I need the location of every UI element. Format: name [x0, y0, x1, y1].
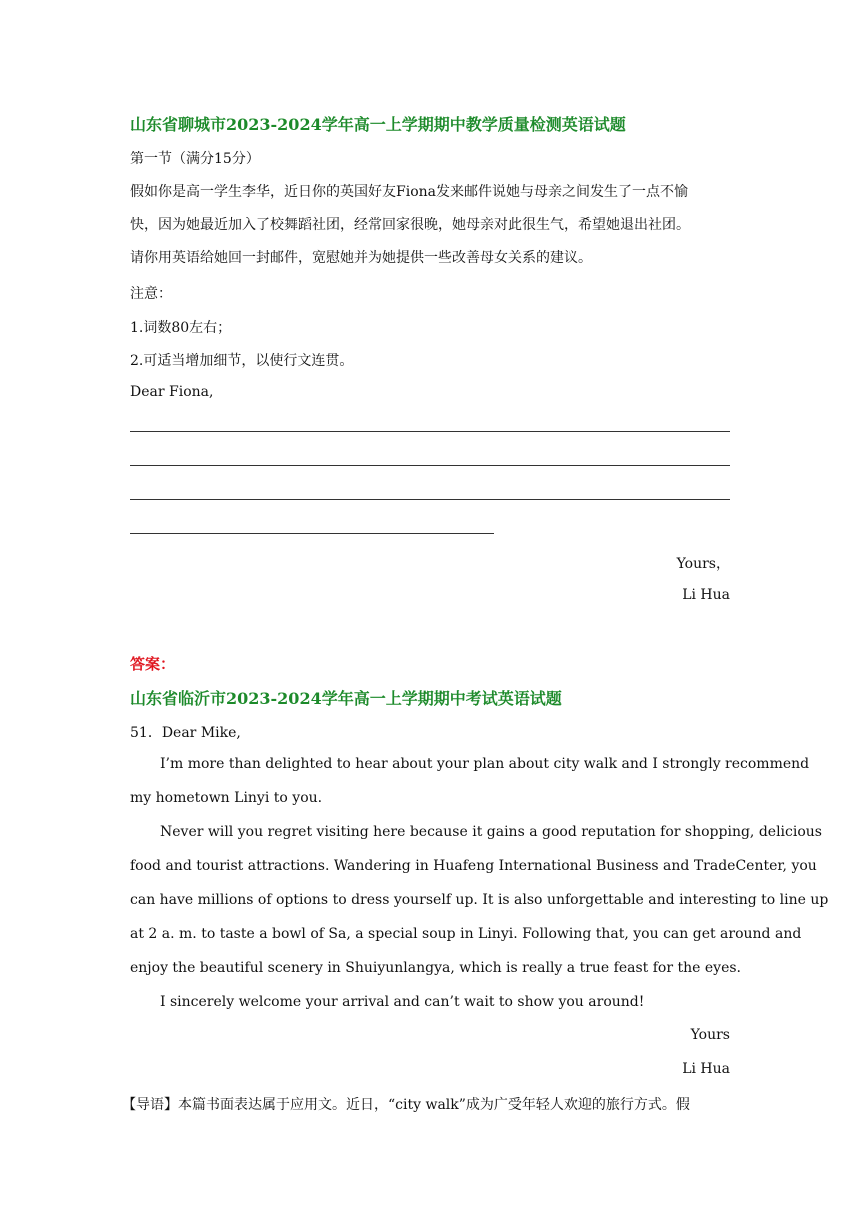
- answer-line: can have millions of options to dress yourself up. It is also unforgettable and interesting to line up: [130, 892, 829, 908]
- section1-subtitle: 第一节（满分15分）: [130, 151, 260, 167]
- section1-title: 山东省聊城市2023-2024学年高一上学期期中教学质量检测英语试题: [130, 115, 626, 134]
- answer-line: Never will you regret visiting here because it gains a good reputation for shopping, delicious: [160, 824, 822, 840]
- answer-line: at 2 a. m. to taste a bowl of Sa, a special soup in Linyi. Following that, you can get around and: [130, 926, 802, 942]
- answer-line: enjoy the beautiful scenery in Shuiyunlangya, which is really a true feast for the eyes.: [130, 960, 741, 976]
- guide-text: 【导语】本篇书面表达属于应用文。近日，“city walk”成为广受年轻人欢迎的旅行方式。假: [122, 1097, 690, 1113]
- prompt-line: 假如你是高一学生李华，近日你的英国好友Fiona发来邮件说她与母亲之间发生了一点不愉: [130, 184, 688, 200]
- answer-line: I sincerely welcome your arrival and can’t wait to show you around!: [160, 994, 645, 1010]
- prompt-line: 快，因为她最近加入了校舞蹈社团，经常回家很晚，她母亲对此很生气，希望她退出社团。: [130, 217, 690, 233]
- writing-line: [130, 465, 730, 466]
- note-item: 1.词数80左右；: [130, 320, 232, 336]
- letter-closing: Yours，: [676, 556, 730, 572]
- letter-signature: Li Hua: [682, 587, 730, 603]
- prompt-line: 请你用英语给她回一封邮件，宽慰她并为她提供一些改善母女关系的建议。: [130, 250, 592, 266]
- section2-title: 山东省临沂市2023-2024学年高一上学期期中考试英语试题: [130, 689, 562, 708]
- answer-closing: Yours: [690, 1027, 730, 1043]
- answer-item: 51．Dear Mike,: [130, 725, 241, 741]
- answer-line: I’m more than delighted to hear about your plan about city walk and I strongly recommend: [160, 756, 810, 772]
- answer-signature: Li Hua: [682, 1061, 730, 1077]
- note-item: 2.可适当增加细节，以使行文连贯。: [130, 353, 354, 369]
- answer-line: my hometown Linyi to you.: [130, 790, 323, 806]
- writing-line: [130, 431, 730, 432]
- writing-line: [130, 533, 494, 534]
- note-label: 注意：: [130, 286, 172, 302]
- letter-greeting: Dear Fiona,: [130, 384, 214, 400]
- answer-line: food and tourist attractions. Wandering in Huafeng International Business and TradeCenter, you: [130, 858, 817, 874]
- answer-label: 答案：: [130, 655, 176, 673]
- writing-line: [130, 499, 730, 500]
